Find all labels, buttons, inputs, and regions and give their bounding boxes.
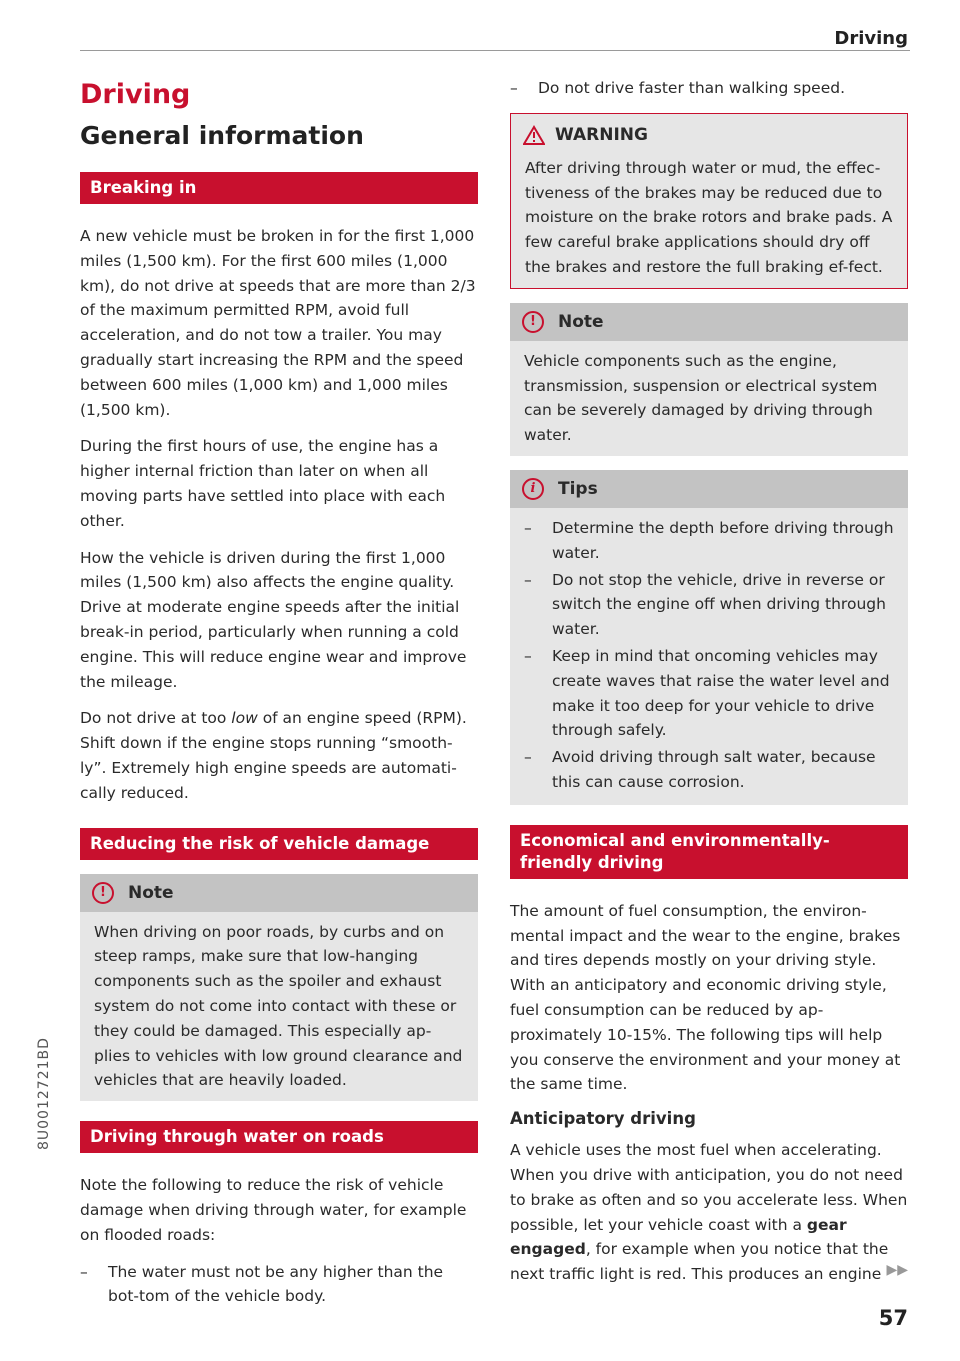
paragraph: During the first hours of use, the engine has a higher internal friction than later on when all moving parts have settled into place with each other. — [80, 437, 446, 530]
dash-bullet: – — [80, 1262, 88, 1281]
warning-header — [511, 114, 907, 156]
tips-header — [510, 470, 908, 508]
section-heading-driving-through-water: Driving through water on roads — [80, 1121, 478, 1153]
tips-box — [510, 470, 908, 805]
exclamation-icon: ! — [522, 311, 544, 333]
bold-text: gear engaged — [510, 1215, 847, 1259]
warning-body — [511, 156, 907, 288]
left-column — [80, 70, 478, 1311]
dash-bullet: – — [524, 570, 532, 589]
note-header — [80, 874, 478, 912]
dash-bullet: – — [524, 748, 532, 767]
list-item-text: Do not drive faster than walking speed. — [538, 79, 846, 97]
section-heading-economical-driving: Economical and environmentally-friendly driving — [510, 825, 908, 879]
paragraph — [510, 1138, 908, 1287]
dash-bullet: – — [510, 79, 518, 97]
tips-body — [510, 508, 908, 805]
page-number: 57 — [878, 1306, 908, 1330]
paragraph: A new vehicle must be broken in for the first 1,000 miles (1,500 km). For the first 600 miles (1,000 km), do not drive at speeds that are more than 2/3 of the maximum permitted RPM, avoid full acceleration, and do not tow a trailer. You may gradually start increasing the RPM and the speed between 600 miles (1,000 km) and 1,000 miles (1,500 km). — [80, 227, 476, 419]
section-heading-breaking-in: Breaking in — [80, 172, 478, 204]
note-title: Note — [558, 311, 604, 332]
list-item — [510, 76, 908, 101]
info-icon: i — [522, 478, 544, 500]
list-item-text: The water must not be any higher than the bot-tom of the vehicle body. — [108, 1262, 444, 1306]
running-title: Driving — [834, 28, 908, 49]
section-title: General information — [80, 121, 364, 150]
tip-item — [524, 745, 894, 795]
text-run: of an engine speed (RPM). Shift down if the engine stops running “smooth-ly”. Extremely high engine speeds are automati-cally reduced. — [80, 709, 467, 802]
note-text: When driving on poor roads, by curbs and on steep ramps, make sure that low-hanging components such as the spoiler and exhaust system do not come into contact with these or they could be damaged. This especially ap-plies to vehicles with low ground clearance and vehicles that are heavily loaded. — [94, 922, 463, 1090]
tip-text: Determine the depth before driving through water. — [552, 518, 894, 562]
note-box — [510, 303, 908, 456]
subheading: Anticipatory driving — [510, 1109, 696, 1129]
paragraph — [80, 706, 478, 805]
list — [510, 76, 908, 101]
tip-item — [524, 516, 894, 566]
dash-bullet: – — [524, 646, 532, 665]
list-item — [80, 1260, 478, 1310]
note-text: Vehicle components such as the engine, transmission, suspension or electrical system can be severely damaged by driving through water. — [524, 351, 878, 445]
tip-item — [524, 568, 894, 642]
note-header — [510, 303, 908, 341]
text-run: A vehicle uses the most fuel when accelerating. When you drive with anticipation, you do not need to brake as often and so you accelerate less. When possible, let your vehicle coast with a — [510, 1141, 908, 1234]
tip-item — [524, 644, 894, 743]
tip-text: Do not stop the vehicle, drive in reverse or switch the engine off when driving through water. — [552, 570, 886, 639]
right-column — [510, 70, 908, 1299]
chapter-title: Driving — [80, 79, 191, 110]
tips-title: Tips — [558, 478, 598, 499]
warning-title: WARNING — [555, 124, 648, 145]
emphasis: low — [231, 709, 258, 728]
dash-bullet: – — [524, 518, 532, 537]
list — [80, 1260, 478, 1310]
text-run: , for example when you notice that the next traffic light is red. This produces an engine — [510, 1240, 889, 1284]
document-code: 8U0012721BD — [36, 1037, 52, 1150]
tip-text: Avoid driving through salt water, because this can cause corrosion. — [552, 748, 876, 791]
note-box — [80, 874, 478, 1102]
continue-arrow-icon: ▶▶ — [886, 1262, 908, 1278]
text-run: Do not drive at too — [80, 709, 232, 728]
note-body — [510, 341, 908, 456]
paragraph: How the vehicle is driven during the first 1,000 miles (1,500 km) also affects the engine quality. Drive at moderate engine speeds after the initial break-in period, particularly when running a cold engine. This will reduce engine wear and improve the mileage. — [80, 548, 467, 691]
header-rule — [80, 50, 910, 51]
warning-box — [510, 113, 908, 289]
paragraph: The amount of fuel consumption, the environ-mental impact and the wear to the engine, brakes and tires depends mostly on your driving style. With an anticipatory and economic driving style, fuel consumption can be reduced by ap-proximately 10-15%. The following tips will help you conserve the environment and your money at the same time. — [510, 901, 901, 1094]
note-title: Note — [128, 882, 174, 903]
warning-triangle-icon — [523, 125, 545, 145]
warning-text: After driving through water or mud, the effec-tiveness of the brakes may be reduced due to moisture on the brake rotors and brake pads. A few careful brake applications should dry off the brakes and restore the full braking ef-fect. — [525, 158, 893, 276]
paragraph: Note the following to reduce the risk of vehicle damage when driving through water, for example on flooded roads: — [80, 1176, 467, 1244]
section-heading-reducing-risk: Reducing the risk of vehicle damage — [80, 828, 478, 860]
note-body — [80, 912, 478, 1102]
exclamation-icon: ! — [92, 882, 114, 904]
tip-text: Keep in mind that oncoming vehicles may create waves that raise the water level and make it too deep for your vehicle to drive through safely. — [552, 646, 890, 740]
